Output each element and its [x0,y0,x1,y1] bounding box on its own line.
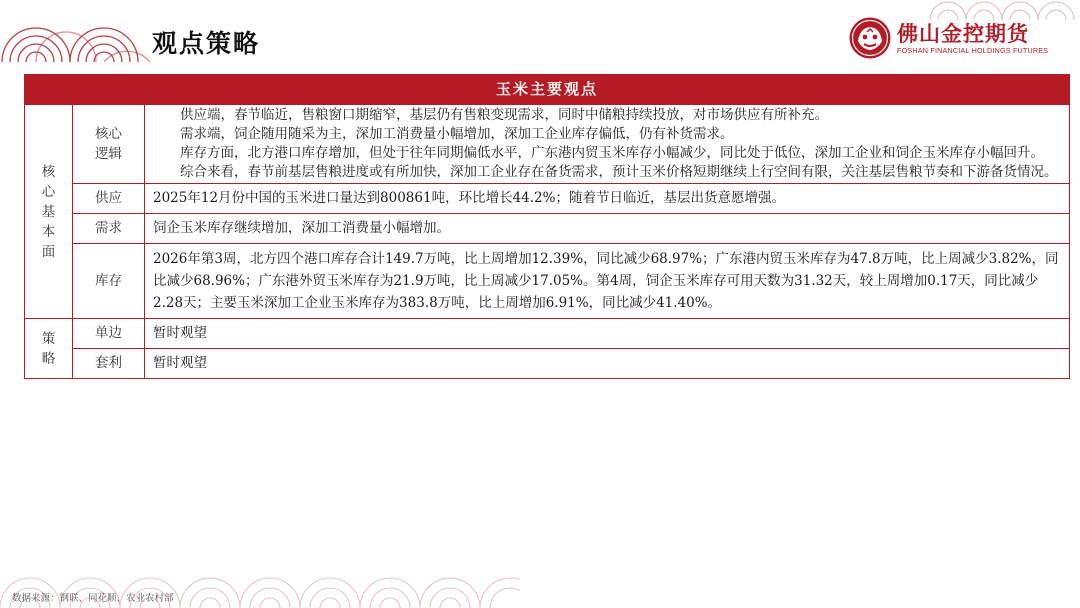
company-name-cn: 佛山金控期货 [897,21,1029,46]
logic-paragraph-inventory: 库存方面，北方港口库存增加，但处于往年同期偏低水平，广东港内贸玉米库存小幅减少，同比处于低位，深加工企业和饲企玉米库存小幅回升。 [180,145,1044,161]
category-fundamentals: 核 心 基 本 面 [25,105,73,319]
data-source-note: 数据来源：钢联、同花顺、农业农村部 [12,593,174,604]
category-strategy: 策 略 [25,319,73,379]
table-header: 玉米主要观点 [25,75,1070,105]
table-row-unilateral [25,319,1070,349]
logic-paragraph-demand: 需求端，饲企随用随采为主，深加工消费量小幅增加，深加工企业库存偏低，仍有补货需求。 [180,126,734,142]
row-label-core-logic: 核心 逻辑 [73,105,145,184]
lion-head-emblem-icon [848,16,892,60]
inventory-text: 2026年第3周，北方四个港口库存合计149.7万吨，比上周增加12.39%，同比减少68.97%；广东港内贸玉米库存为47.8万吨，比上周减少3.82%，同比减少68.96%；广东港外贸玉米库存为21.9万吨，比上周减少17.05%。第4周，饲企玉米库存可用天数为31.32天，较上周增加0.17天，同比减少2.28天；主要玉米深加工企业玉米库存为383.8万吨，比上周增加6.91%，同比减少41.40%。 [145,244,1070,319]
page-title: 观点策略 [152,29,261,58]
logic-paragraph-summary: 综合来看，春节前基层售粮进度或有所加快，深加工企业存在备货需求，预计玉米价格短期继续上行空间有限，关注基层售粮节奏和下游备货情况。 [180,164,1058,180]
table-row-supply [25,184,1070,214]
row-label-inventory: 库存 [73,244,145,319]
core-logic-text [145,105,1070,184]
company-name-en: FOSHAN FINANCIAL HOLDINGS FUTURES [897,46,1049,55]
table-row-core-logic [25,105,1070,184]
decorative-wave-pattern-top [0,0,150,62]
logic-paragraph-supply: 供应端，春节临近，售粮窗口期缩窄，基层仍有售粮变现需求，同时中储粮持续投放，对市场供应有所补充。 [180,107,828,123]
table-row-demand [25,214,1070,244]
corn-views-table [24,74,1070,379]
row-label-demand: 需求 [73,214,145,244]
table-row-inventory [25,244,1070,319]
arbitrage-text: 暂时观望 [145,349,1070,379]
table-row-arbitrage [25,349,1070,379]
row-label-unilateral: 单边 [73,319,145,349]
row-label-supply: 供应 [73,184,145,214]
table-header-row [25,75,1070,105]
demand-text: 饲企玉米库存继续增加，深加工消费量小幅增加。 [145,214,1070,244]
row-label-arbitrage: 套利 [73,349,145,379]
supply-text: 2025年12月份中国的玉米进口量达到800861吨，环比增长44.2%；随着节日临近，基层出货意愿增强。 [145,184,1070,214]
unilateral-text: 暂时观望 [145,319,1070,349]
company-logo [848,16,1048,60]
